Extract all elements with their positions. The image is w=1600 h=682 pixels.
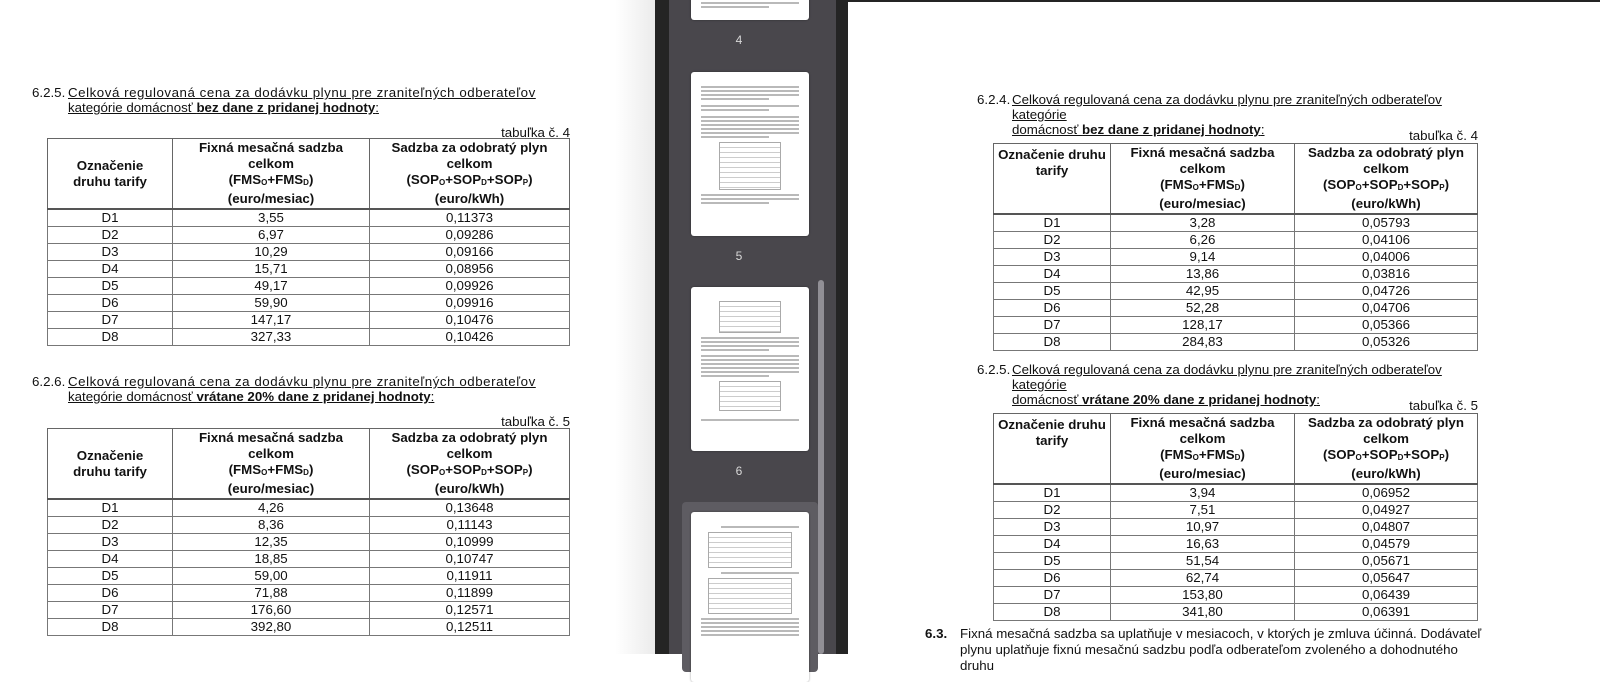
tariff-table-excl-vat — [993, 143, 1478, 351]
cell-tariff-code: D1 — [48, 499, 173, 517]
page-number-label: 4 — [735, 33, 743, 47]
cell-gas-rate: 0,05326 — [1295, 334, 1478, 351]
table-caption: tabuľka č. 5 — [1409, 398, 1478, 413]
cell-tariff-code: D3 — [48, 244, 173, 261]
table-caption: tabuľka č. 4 — [1409, 128, 1478, 143]
cell-gas-rate: 0,11911 — [370, 568, 570, 585]
table-row — [994, 214, 1478, 232]
page-thumbnail-sidebar[interactable] — [669, 0, 836, 654]
cell-tariff-code: D1 — [994, 214, 1111, 232]
cell-fixed-rate: 9,14 — [1111, 249, 1295, 266]
cell-fixed-rate: 52,28 — [1111, 300, 1295, 317]
table-row — [48, 551, 570, 568]
cell-gas-rate: 0,11899 — [370, 585, 570, 602]
cell-fixed-rate: 6,97 — [173, 227, 370, 244]
cell-tariff-code: D5 — [994, 283, 1111, 300]
table-row — [48, 568, 570, 585]
cell-fixed-rate: 176,60 — [173, 602, 370, 619]
cell-tariff-code: D6 — [48, 585, 173, 602]
section-number: 6.2.4. — [977, 92, 1011, 107]
table-row — [48, 209, 570, 227]
table-row — [48, 278, 570, 295]
tariff-table-incl-vat — [47, 428, 570, 636]
cell-fixed-rate: 3,94 — [1111, 484, 1295, 502]
section-number: 6.2.5. — [32, 85, 66, 100]
cell-fixed-rate: 59,00 — [173, 568, 370, 585]
paragraph-line: Fixná mesačná sadzba sa uplatňuje v mesiacoch, v ktorých je zmluva účinná. Dodávateľ — [960, 626, 1482, 641]
table-row — [994, 334, 1478, 351]
header-tariff-type: Označenie druhu tarify — [994, 414, 1111, 485]
cell-tariff-code: D4 — [994, 266, 1111, 283]
cell-gas-rate: 0,05647 — [1295, 570, 1478, 587]
table-row — [48, 499, 570, 517]
cell-tariff-code: D6 — [994, 570, 1111, 587]
page-thumbnail[interactable] — [691, 72, 809, 236]
section-title-line2: domácnosť vrátane 20% dane z pridanej hodnoty: — [1012, 392, 1320, 407]
cell-tariff-code: D7 — [48, 602, 173, 619]
table-caption: tabuľka č. 5 — [501, 414, 570, 429]
header-fixed-monthly-rate: Fixná mesačná sadzba celkom $(FMS_O+FMS_D)$ (euro/mesiac) — [1111, 144, 1295, 215]
cell-fixed-rate: 71,88 — [173, 585, 370, 602]
cell-fixed-rate: 327,33 — [173, 329, 370, 346]
header-tariff-type: Označenie druhu tarify — [994, 144, 1111, 215]
table-row — [994, 587, 1478, 604]
table-caption: tabuľka č. 4 — [501, 125, 570, 140]
cell-tariff-code: D6 — [48, 295, 173, 312]
paragraph-number: 6.3. — [925, 626, 948, 641]
table-row — [994, 604, 1478, 621]
cell-gas-rate: 0,10476 — [370, 312, 570, 329]
right-document-view[interactable] — [848, 0, 1600, 673]
section-heading-625 — [32, 85, 572, 115]
cell-gas-rate: 0,10747 — [370, 551, 570, 568]
page-thumbnail[interactable] — [691, 0, 809, 20]
cell-gas-rate: 0,04106 — [1295, 232, 1478, 249]
table-row — [48, 261, 570, 278]
cell-gas-rate: 0,10426 — [370, 329, 570, 346]
cell-tariff-code: D2 — [994, 232, 1111, 249]
cell-tariff-code: D6 — [994, 300, 1111, 317]
cell-gas-rate: 0,04006 — [1295, 249, 1478, 266]
page-number-label: 5 — [735, 249, 743, 263]
tariff-table-incl-vat — [993, 413, 1478, 621]
cell-gas-rate: 0,04579 — [1295, 536, 1478, 553]
tariff-table-excl-vat — [47, 138, 570, 346]
cell-tariff-code: D4 — [994, 536, 1111, 553]
cell-tariff-code: D2 — [48, 517, 173, 534]
section-heading-626 — [32, 374, 572, 404]
header-tariff-type: Označenie druhu tarify — [48, 139, 173, 210]
cell-fixed-rate: 7,51 — [1111, 502, 1295, 519]
cell-fixed-rate: 15,71 — [173, 261, 370, 278]
cell-fixed-rate: 51,54 — [1111, 553, 1295, 570]
cell-gas-rate: 0,11373 — [370, 209, 570, 227]
table-row — [48, 227, 570, 244]
cell-gas-rate: 0,13648 — [370, 499, 570, 517]
cell-fixed-rate: 147,17 — [173, 312, 370, 329]
cell-fixed-rate: 42,95 — [1111, 283, 1295, 300]
header-fixed-monthly-rate: Fixná mesačná sadzba celkom $(FMS_O+FMS_D)$ (euro/mesiac) — [173, 139, 370, 210]
section-title-line1: Celková regulovaná cena za dodávku plynu pre zraniteľných odberateľov kategórie — [1012, 362, 1442, 392]
cell-gas-rate: 0,09916 — [370, 295, 570, 312]
cell-fixed-rate: 341,80 — [1111, 604, 1295, 621]
table-row — [48, 619, 570, 636]
section-title-line1: Celková regulovaná cena za dodávku plynu pre zraniteľných odberateľov — [68, 374, 536, 389]
cell-fixed-rate: 12,35 — [173, 534, 370, 551]
sidebar-scrollbar[interactable] — [818, 280, 824, 654]
cell-tariff-code: D3 — [48, 534, 173, 551]
paragraph-line: plynu uplatňuje fixnú mesačnú sadzbu podľa odberateľom zvoleného a dohodnutého druhu — [960, 642, 1458, 673]
cell-tariff-code: D1 — [48, 209, 173, 227]
header-fixed-monthly-rate: Fixná mesačná sadzba celkom $(FMS_O+FMS_D)$ (euro/mesiac) — [173, 429, 370, 500]
header-gas-consumption-rate: Sadzba za odobratý plyn celkom $(SOP_O+SOP_D+SOP_P)$ (euro/kWh) — [370, 429, 570, 500]
cell-tariff-code: D7 — [994, 317, 1111, 334]
table-row — [994, 502, 1478, 519]
cell-gas-rate: 0,03816 — [1295, 266, 1478, 283]
section-title-line1: Celková regulovaná cena za dodávku plynu pre zraniteľných odberateľov kategórie — [1012, 92, 1442, 122]
cell-fixed-rate: 284,83 — [1111, 334, 1295, 351]
page-number-label: 6 — [735, 464, 743, 478]
section-title-line1: Celková regulovaná cena za dodávku plynu pre zraniteľných odberateľov — [68, 85, 536, 100]
table-header-row — [994, 144, 1478, 215]
cell-gas-rate: 0,06391 — [1295, 604, 1478, 621]
header-gas-consumption-rate: Sadzba za odobratý plyn celkom $(SOP_O+SOP_D+SOP_P)$ (euro/kWh) — [1295, 414, 1478, 485]
cell-gas-rate: 0,04706 — [1295, 300, 1478, 317]
cell-gas-rate: 0,04807 — [1295, 519, 1478, 536]
cell-fixed-rate: 10,29 — [173, 244, 370, 261]
cell-tariff-code: D3 — [994, 249, 1111, 266]
table-row — [48, 602, 570, 619]
cell-fixed-rate: 6,26 — [1111, 232, 1295, 249]
cell-gas-rate: 0,04927 — [1295, 502, 1478, 519]
cell-gas-rate: 0,06952 — [1295, 484, 1478, 502]
cell-tariff-code: D1 — [994, 484, 1111, 502]
pane-divider[interactable] — [836, 0, 848, 654]
table-row — [994, 266, 1478, 283]
cell-fixed-rate: 13,86 — [1111, 266, 1295, 283]
cell-fixed-rate: 16,63 — [1111, 536, 1295, 553]
cell-tariff-code: D2 — [994, 502, 1111, 519]
cell-tariff-code: D4 — [48, 551, 173, 568]
table-row — [994, 232, 1478, 249]
cell-tariff-code: D5 — [48, 278, 173, 295]
cell-gas-rate: 0,12511 — [370, 619, 570, 636]
table-row — [48, 312, 570, 329]
cell-tariff-code: D7 — [48, 312, 173, 329]
cell-fixed-rate: 3,28 — [1111, 214, 1295, 232]
header-fixed-monthly-rate: Fixná mesačná sadzba celkom $(FMS_O+FMS_D)$ (euro/mesiac) — [1111, 414, 1295, 485]
cell-gas-rate: 0,04726 — [1295, 283, 1478, 300]
cell-gas-rate: 0,06439 — [1295, 587, 1478, 604]
table-row — [994, 317, 1478, 334]
section-title-line2: kategórie domácnosť vrátane 20% dane z pridanej hodnoty: — [68, 389, 435, 404]
cell-gas-rate: 0,08956 — [370, 261, 570, 278]
table-row — [994, 484, 1478, 502]
paragraph-63 — [925, 626, 1485, 674]
cell-fixed-rate: 4,26 — [173, 499, 370, 517]
cell-fixed-rate: 59,90 — [173, 295, 370, 312]
header-gas-consumption-rate: Sadzba za odobratý plyn celkom $(SOP_O+SOP_D+SOP_P)$ (euro/kWh) — [370, 139, 570, 210]
page-thumbnail[interactable] — [691, 287, 809, 451]
cell-gas-rate: 0,12571 — [370, 602, 570, 619]
cell-fixed-rate: 392,80 — [173, 619, 370, 636]
table-row — [48, 534, 570, 551]
cell-fixed-rate: 49,17 — [173, 278, 370, 295]
cell-tariff-code: D5 — [48, 568, 173, 585]
table-row — [994, 519, 1478, 536]
cell-fixed-rate: 18,85 — [173, 551, 370, 568]
cell-tariff-code: D8 — [994, 334, 1111, 351]
pane-divider[interactable] — [655, 0, 669, 654]
cell-fixed-rate: 3,55 — [173, 209, 370, 227]
cell-tariff-code: D8 — [48, 619, 173, 636]
cell-gas-rate: 0,09926 — [370, 278, 570, 295]
table-header-row — [48, 429, 570, 500]
cell-tariff-code: D7 — [994, 587, 1111, 604]
table-header-row — [994, 414, 1478, 485]
table-row — [994, 300, 1478, 317]
cell-tariff-code: D3 — [994, 519, 1111, 536]
cell-tariff-code: D5 — [994, 553, 1111, 570]
section-title-line2: kategórie domácnosť bez dane z pridanej hodnoty: — [68, 100, 379, 115]
page-thumbnail-selected[interactable] — [691, 512, 809, 682]
table-row — [994, 570, 1478, 587]
cell-tariff-code: D4 — [48, 261, 173, 278]
table-row — [994, 249, 1478, 266]
cell-fixed-rate: 10,97 — [1111, 519, 1295, 536]
section-title-line2: domácnosť bez dane z pridanej hodnoty: — [1012, 122, 1265, 137]
table-row — [48, 517, 570, 534]
table-header-row — [48, 139, 570, 210]
table-row — [48, 244, 570, 261]
table-row — [994, 283, 1478, 300]
cell-fixed-rate: 62,74 — [1111, 570, 1295, 587]
table-row — [994, 553, 1478, 570]
section-number: 6.2.5. — [977, 362, 1011, 377]
left-document-view[interactable] — [0, 0, 655, 654]
cell-tariff-code: D8 — [994, 604, 1111, 621]
cell-gas-rate: 0,09286 — [370, 227, 570, 244]
cell-gas-rate: 0,05671 — [1295, 553, 1478, 570]
cell-fixed-rate: 128,17 — [1111, 317, 1295, 334]
cell-gas-rate: 0,05793 — [1295, 214, 1478, 232]
table-row — [48, 585, 570, 602]
header-tariff-type: Označenie druhu tarify — [48, 429, 173, 500]
cell-gas-rate: 0,10999 — [370, 534, 570, 551]
cell-fixed-rate: 153,80 — [1111, 587, 1295, 604]
cell-tariff-code: D2 — [48, 227, 173, 244]
cell-tariff-code: D8 — [48, 329, 173, 346]
cell-gas-rate: 0,11143 — [370, 517, 570, 534]
table-row — [994, 536, 1478, 553]
header-gas-consumption-rate: Sadzba za odobratý plyn celkom $(SOP_O+SOP_D+SOP_P)$ (euro/kWh) — [1295, 144, 1478, 215]
cell-gas-rate: 0,05366 — [1295, 317, 1478, 334]
table-row — [48, 295, 570, 312]
cell-gas-rate: 0,09166 — [370, 244, 570, 261]
cell-fixed-rate: 8,36 — [173, 517, 370, 534]
section-number: 6.2.6. — [32, 374, 66, 389]
table-row — [48, 329, 570, 346]
